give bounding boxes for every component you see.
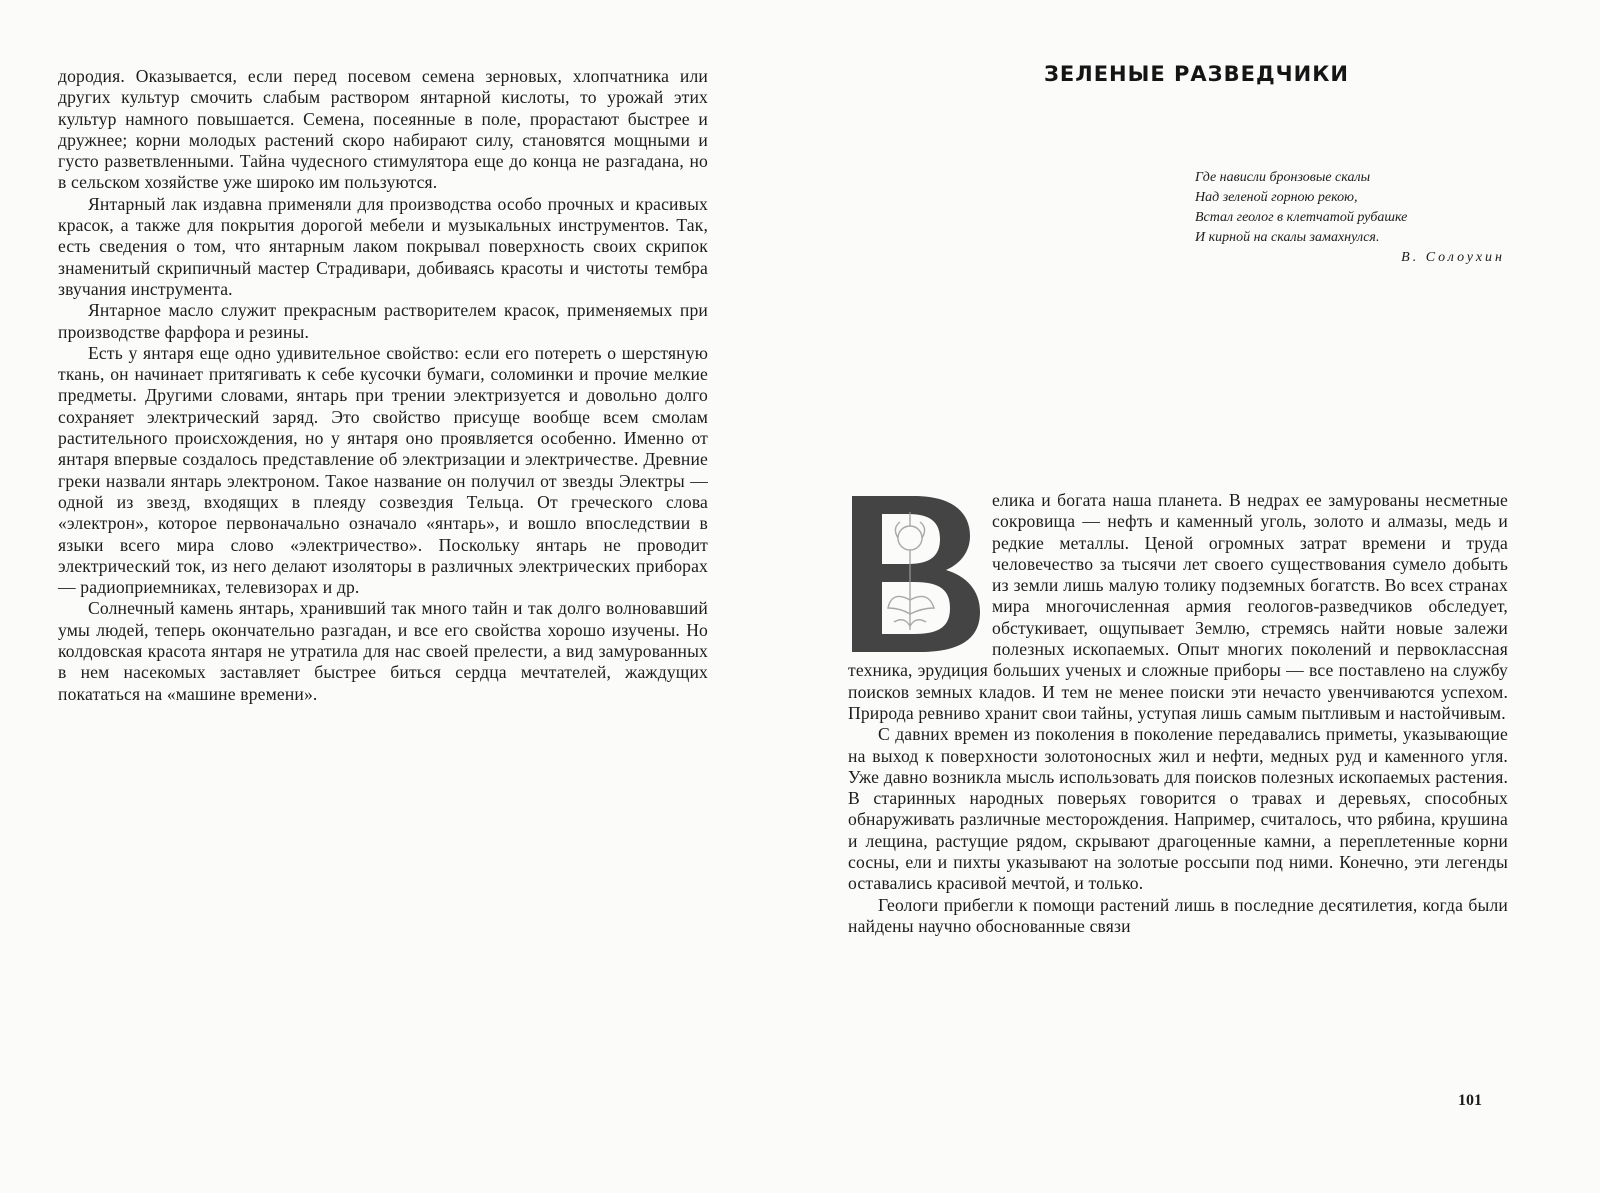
right-page — [800, 0, 1600, 1193]
right-paragraph-1: елика и богата наша планета. В недрах ее замурованы несметные сокровища — нефть и каменный уголь, золото и алмазы, медь и редкие металлы. Ценой огромных затрат времени и труда человечество за тысячи лет своего существования сумело добыть из земли лишь малую толику подземных богатств. Во всех странах мира многочисленная армия геологов-разведчиков обследует, обстукивает, ощупывает Землю, стремясь найти новые залежи полезных ископаемых. Опыт многих поколений и первоклассная техника, эрудиция больших ученых и сложные приборы — все поставлено на службу поисков земных кладов. И тем не менее поиски эти нечасто увенчиваются успехом. Природа ревниво хранит свои тайны, уступая лишь самым пытливым и настойчивым. — [848, 490, 1508, 723]
left-paragraph-3: Янтарное масло служит прекрасным растворителем красок, применяемых при производстве фарфора и резины. — [58, 300, 708, 342]
right-paragraph-3: Геологи прибегли к помощи растений лишь в последние десятилетия, когда были найдены научно обоснованные связи — [848, 894, 1508, 936]
left-page — [0, 0, 780, 1193]
epigraph-line-4: И кирной на скалы замахнулся. — [1195, 230, 1380, 245]
epigraph — [1195, 168, 1505, 268]
epigraph-author: В. Солоухин — [1401, 250, 1505, 265]
drop-cap-illustration — [848, 490, 982, 655]
left-paragraph-5: Солнечный камень янтарь, хранивший так много тайн и так долго волновавший умы людей, теперь окончательно разгадан, и все его свойства хорошо изучены. Но колдовская красота янтаря не утратила для нас своей прелести, а вид замурованных в нем насекомых заставляет быстрее биться сердца мечтателей, жаждущих покататься на «машине времени». — [58, 598, 708, 704]
left-page-text — [58, 66, 708, 705]
chapter-title: ЗЕЛЕНЫЕ РАЗВЕДЧИКИ — [1044, 62, 1349, 86]
right-page-text — [848, 490, 1508, 937]
right-paragraph-2: С давних времен из поколения в поколение передавались приметы, указывающие на выход к поверхности золотоносных жил и нефти, медных руд и каменного угля. Уже давно возникла мысль использовать для поисков полезных ископаемых растения. В старинных народных поверьях говорится о травах и деревьях, способных обнаруживать различные месторождения. Например, считалось, что рябина, крушина и лещина, растущие рядом, скрывают драгоценные камни, а переплетенные корни сосны, ели и пихты указывают на золотые россыпи под ними. Конечно, эти легенды оставались красивой мечтой, и только. — [848, 724, 1508, 894]
left-paragraph-4: Есть у янтаря еще одно удивительное свойство: если его потереть о шерстяную ткань, он начинает притягивать к себе кусочки бумаги, соломинки и прочие мелкие предметы. Другими словами, янтарь при трении электризуется и довольно долго сохраняет электрический заряд. Это свойство присуще вообще всем смолам растительного происхождения, но у янтаря оно проявляется особенно. Именно от янтаря впервые создалось представление об электризации и электричестве. Древние греки назвали янтарь электроном. Такое название он получил от звезды Электры — одной из звезд, входящих в плеяду созвездия Тельца. От греческого слова «электрон», которое первоначально означало «янтарь», и вошло впоследствии в языки всего мира слово «электричество». Поскольку янтарь не проводит электрический ток, из него делают изоляторы в различных электрических приборах — радиоприемниках, телевизорах и др. — [58, 342, 708, 598]
left-paragraph-2: Янтарный лак издавна применяли для производства особо прочных и красивых красок, а также для покрытия дорогой мебели и музыкальных инструментов. Так, есть сведения о том, что янтарным лаком покрывал поверхность своих скрипок знаменитый скрипичный мастер Страдивари, добиваясь красоты и чистоты тембра звучания инструмента. — [58, 193, 708, 299]
epigraph-line-2: Над зеленой горною рекою, — [1195, 190, 1358, 205]
left-paragraph-1: дородия. Оказывается, если перед посевом семена зерновых, хлопчатника или других культур смочить слабым раствором янтарной кислоты, то урожай этих культур намного повышается. Семена, посеянные в поле, прорастают быстрее и дружнее; корни молодых растений скоро набирают силу, становятся мощными и густо разветвленными. Тайна чудесного стимулятора еще до конца не разгадана, но в сельском хозяйстве уже широко им пользуются. — [58, 66, 708, 193]
epigraph-line-3: Встал геолог в клетчатой рубашке — [1195, 210, 1408, 225]
page-number: 101 — [1458, 1092, 1482, 1109]
epigraph-line-1: Где нависли бронзовые скалы — [1195, 170, 1371, 185]
